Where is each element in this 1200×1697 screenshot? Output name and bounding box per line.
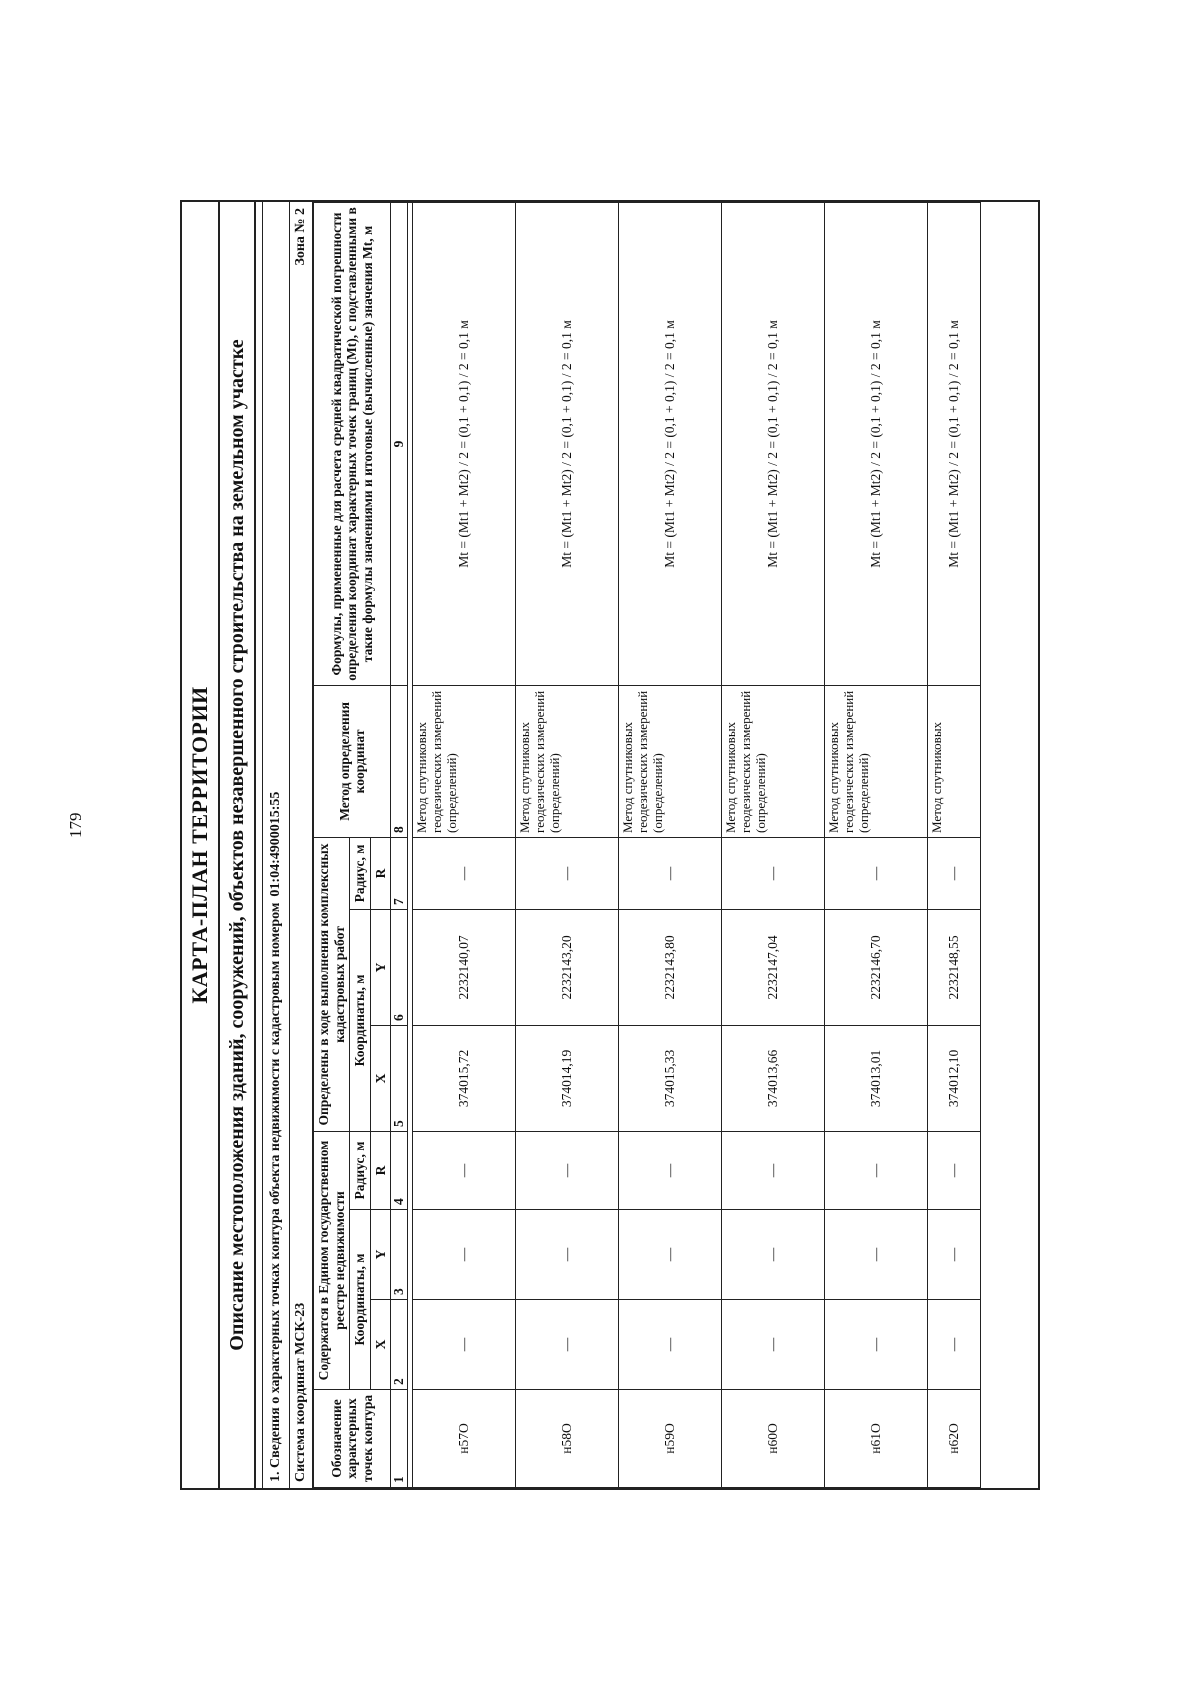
formula-cell: Mt = (Mt1 + Mt2) / 2 = (0,1 + 0,1) / 2 = 0,1 м xyxy=(825,203,928,686)
x-cell: 374014,19 xyxy=(516,1025,619,1131)
y-egrn-cell: — xyxy=(722,1210,825,1300)
header-complex-coords: Координаты, м xyxy=(350,909,371,1131)
header-row-1 xyxy=(314,203,350,1488)
x-egrn-cell: — xyxy=(722,1300,825,1390)
method-cell: Метод спутниковых геодезических измерений (определений) xyxy=(619,685,722,837)
section-heading xyxy=(263,202,290,1488)
header-y-egrn: Y xyxy=(370,1210,391,1300)
method-cell: Метод спутниковых геодезических измерений (определений) xyxy=(516,685,619,837)
y-egrn-cell: — xyxy=(413,1210,516,1300)
y-egrn-cell: — xyxy=(619,1210,722,1300)
zone-label: Зона № 2 xyxy=(293,208,308,266)
method-cell: Метод спутниковых xyxy=(928,685,981,837)
table-row xyxy=(516,203,619,1488)
x-cell: 374013,66 xyxy=(722,1025,825,1131)
column-number: 6 xyxy=(391,909,408,1025)
formula-cell: Mt = (Mt1 + Mt2) / 2 = (0,1 + 0,1) / 2 = 0,1 м xyxy=(516,203,619,686)
header-egrn-group: Содержатся в Едином государственном реестре недвижимости xyxy=(314,1131,350,1389)
r-cell: — xyxy=(928,837,981,909)
section-label: 1. Сведения о характерных точках контура объекта недвижимости с кадастровым номером xyxy=(268,902,283,1482)
column-number: 5 xyxy=(391,1025,408,1131)
point-cell: н59О xyxy=(619,1390,722,1488)
points-table xyxy=(313,202,981,1488)
point-cell: н61О xyxy=(825,1390,928,1488)
header-point-designation: Обозначение характерных точек контура xyxy=(314,1390,391,1488)
header-x-complex: X xyxy=(370,1025,391,1131)
column-number: 2 xyxy=(391,1300,408,1390)
header-egrn-radius: Радиус, м xyxy=(350,1131,371,1209)
r-egrn-cell: — xyxy=(928,1131,981,1209)
x-egrn-cell: — xyxy=(413,1300,516,1390)
divider xyxy=(256,202,263,1488)
page-number: 179 xyxy=(66,812,85,838)
y-cell: 2232140,07 xyxy=(413,909,516,1025)
header-r-complex: R xyxy=(370,837,391,909)
y-cell: 2232143,20 xyxy=(516,909,619,1025)
method-cell: Метод спутниковых геодезических измерений (определений) xyxy=(825,685,928,837)
document-title: КАРТА-ПЛАН ТЕРРИТОРИИ xyxy=(182,202,220,1488)
table-row xyxy=(722,203,825,1488)
r-cell: — xyxy=(516,837,619,909)
header-formula: Формулы, примененные для расчета средней квадратической погрешности определения координат характерных точек границ (Mt), с подставленными в такие формулы значениями и итоговые (вычисленные) значения Mt, м xyxy=(314,203,391,686)
document-subtitle: Описание местоположения зданий, сооружений, объектов незавершенного строительства на земельном участке xyxy=(220,202,256,1488)
point-cell: н58О xyxy=(516,1390,619,1488)
table-row xyxy=(928,203,981,1488)
coordinate-system-row xyxy=(290,202,313,1488)
coordinate-system: Система координат МСК-23 xyxy=(293,1302,308,1482)
formula-cell: Mt = (Mt1 + Mt2) / 2 = (0,1 + 0,1) / 2 = 0,1 м xyxy=(722,203,825,686)
r-egrn-cell: — xyxy=(516,1131,619,1209)
r-egrn-cell: — xyxy=(619,1131,722,1209)
x-egrn-cell: — xyxy=(516,1300,619,1390)
table-row xyxy=(413,203,516,1488)
r-cell: — xyxy=(825,837,928,909)
point-cell: н62О xyxy=(928,1390,981,1488)
y-cell: 2232148,55 xyxy=(928,909,981,1025)
formula-cell: Mt = (Mt1 + Mt2) / 2 = (0,1 + 0,1) / 2 = 0,1 м xyxy=(928,203,981,686)
x-egrn-cell: — xyxy=(928,1300,981,1390)
r-cell: — xyxy=(722,837,825,909)
column-number: 9 xyxy=(391,203,408,686)
point-cell: н60О xyxy=(722,1390,825,1488)
point-cell: н57О xyxy=(413,1390,516,1488)
table-row xyxy=(825,203,928,1488)
header-complex-group: Определены в ходе выполнения комплексных кадастровых работ xyxy=(314,837,350,1131)
cadastral-number: 01:04:4900015:55 xyxy=(268,791,283,897)
r-cell: — xyxy=(413,837,516,909)
column-number: 1 xyxy=(391,1390,408,1488)
x-egrn-cell: — xyxy=(619,1300,722,1390)
x-cell: 374015,33 xyxy=(619,1025,722,1131)
header-r-egrn: R xyxy=(370,1131,391,1209)
map-plan-sheet xyxy=(180,200,1040,1490)
x-cell: 374013,01 xyxy=(825,1025,928,1131)
header-x-egrn: X xyxy=(370,1300,391,1390)
header-complex-radius: Радиус, м xyxy=(350,837,371,909)
y-egrn-cell: — xyxy=(928,1210,981,1300)
y-egrn-cell: — xyxy=(825,1210,928,1300)
column-number: 8 xyxy=(391,685,408,837)
y-egrn-cell: — xyxy=(516,1210,619,1300)
y-cell: 2232143,80 xyxy=(619,909,722,1025)
formula-cell: Mt = (Mt1 + Mt2) / 2 = (0,1 + 0,1) / 2 = 0,1 м xyxy=(413,203,516,686)
column-number: 7 xyxy=(391,837,408,909)
x-cell: 374012,10 xyxy=(928,1025,981,1131)
method-cell: Метод спутниковых геодезических измерений (определений) xyxy=(413,685,516,837)
formula-cell: Mt = (Mt1 + Mt2) / 2 = (0,1 + 0,1) / 2 = 0,1 м xyxy=(619,203,722,686)
column-number: 3 xyxy=(391,1210,408,1300)
header-method: Метод определения координат xyxy=(314,685,391,837)
r-egrn-cell: — xyxy=(413,1131,516,1209)
rotated-sheet xyxy=(180,200,1040,1490)
y-cell: 2232147,04 xyxy=(722,909,825,1025)
table-row xyxy=(619,203,722,1488)
y-cell: 2232146,70 xyxy=(825,909,928,1025)
header-egrn-coords: Координаты, м xyxy=(350,1210,371,1390)
header-y-complex: Y xyxy=(370,909,391,1025)
column-number: 4 xyxy=(391,1131,408,1209)
method-cell: Метод спутниковых геодезических измерений (определений) xyxy=(722,685,825,837)
x-cell: 374015,72 xyxy=(413,1025,516,1131)
column-numbers-row xyxy=(391,203,408,1488)
r-egrn-cell: — xyxy=(825,1131,928,1209)
r-cell: — xyxy=(619,837,722,909)
x-egrn-cell: — xyxy=(825,1300,928,1390)
r-egrn-cell: — xyxy=(722,1131,825,1209)
